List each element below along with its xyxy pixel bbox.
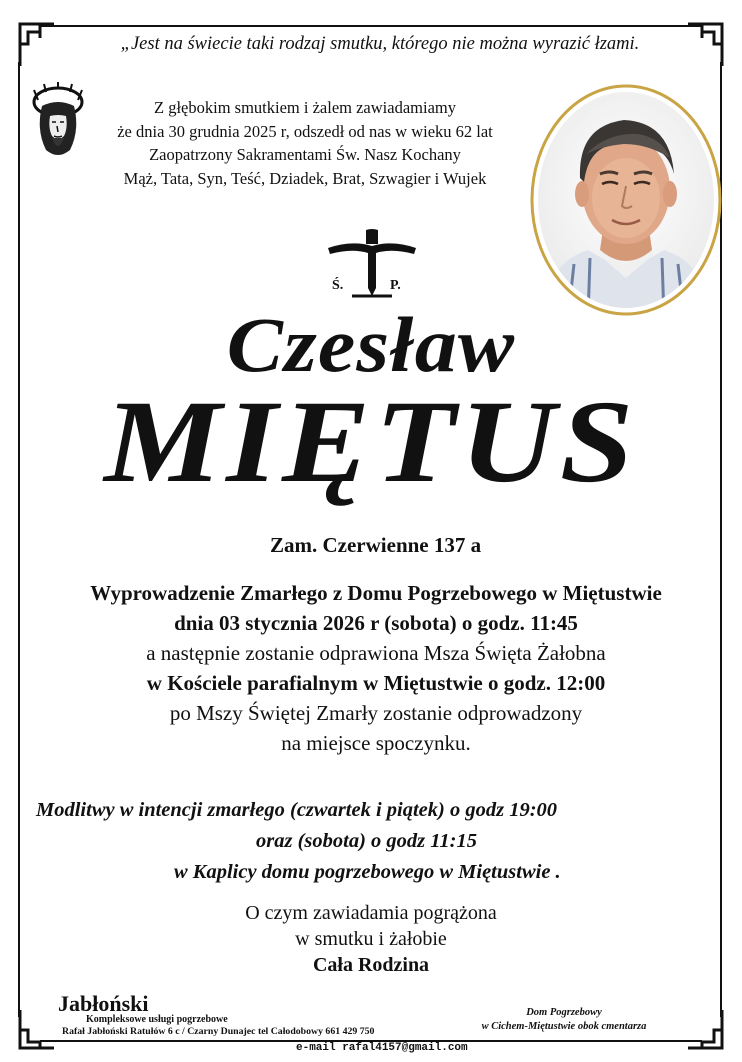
- opening-quote: „Jest na świecie taki rodzaj smutku, którego nie można wyrazić łzami.: [120, 34, 640, 54]
- corner-ornament-top-right: [684, 18, 728, 68]
- brand-subtitle: Kompleksowe usługi pogrzebowe: [86, 1014, 228, 1025]
- family-signature: Cała Rodzina: [312, 954, 430, 976]
- frame-top-line: [40, 25, 702, 27]
- last-name: MIĘTUS: [104, 376, 638, 507]
- prayer-line: w Kaplicy domu pogrzebowego w Miętustwie .: [174, 861, 561, 883]
- funeral-line: a następnie zostanie odprawiona Msza Święta Żałobna: [146, 641, 606, 665]
- funeral-date-line: dnia 03 stycznia 2026 r (sobota) o godz. 11:45: [174, 611, 578, 635]
- funeral-church-line: w Kościele parafialnym w Miętustwie o godz. 12:00: [146, 671, 606, 695]
- cross-sp-mark: [322, 226, 422, 298]
- contact-email: e-mail rafal4157@gmail.com: [296, 1042, 468, 1054]
- jesus-face-icon: [28, 80, 88, 160]
- funeral-line: Wyprowadzenie Zmarłego z Domu Pogrzebowego w Miętustwie: [90, 581, 662, 605]
- announcement-line: że dnia 30 grudnia 2025 r, odszedł od nas w wieku 62 lat: [117, 121, 493, 141]
- residence-address: Zam. Czerwienne 137 a: [270, 533, 482, 557]
- funeral-details: [20, 578, 732, 758]
- corner-ornament-bottom-right: [684, 1008, 728, 1054]
- closing-line: O czym zawiadamia pogrążona: [245, 902, 497, 924]
- closing-text: [0, 900, 742, 978]
- announcement-line: Z głębokim smutkiem i żalem zawiadamiamy: [154, 98, 456, 117]
- sp-letter-left: Ś.: [332, 278, 344, 293]
- prayer-line: oraz (sobota) o godz 11:15: [256, 830, 477, 852]
- funeral-line: po Mszy Świętej Zmarły zostanie odprowadzony: [169, 701, 583, 725]
- announcement-line: Mąż, Tata, Syn, Teść, Dziadek, Brat, Szwagier i Wujek: [123, 168, 487, 188]
- sp-letter-right: P.: [390, 278, 401, 293]
- location-line: w Cichem-Miętustwie obok cmentarza: [481, 1021, 647, 1032]
- corner-ornament-top-left: [14, 18, 58, 68]
- announcement-line: Zaopatrzony Sakramentami Św. Nasz Kochany: [149, 145, 461, 164]
- brand-address: Rafał Jabłoński Ratułów 6 c / Czarny Dunajec tel Całodobowy 661 429 750: [62, 1026, 375, 1037]
- location-line: Dom Pogrzebowy: [526, 1007, 602, 1018]
- deceased-portrait: [528, 82, 724, 318]
- prayer-schedule: [0, 795, 742, 888]
- closing-line: w smutku i żałobie: [295, 928, 447, 950]
- first-name: Czesław: [226, 301, 516, 388]
- prayer-line: Modlitwy w intencji zmarłego (czwartek i piątek) o godz 19:00: [36, 799, 558, 821]
- funeral-line: na miejsce spoczynku.: [281, 731, 471, 755]
- funeral-home-location: [452, 1006, 676, 1034]
- announcement-text: [95, 96, 515, 190]
- corner-ornament-bottom-left: [14, 1008, 58, 1054]
- brand-logo: Jabłoński: [58, 991, 149, 1016]
- funeral-home-brand: [58, 991, 438, 1037]
